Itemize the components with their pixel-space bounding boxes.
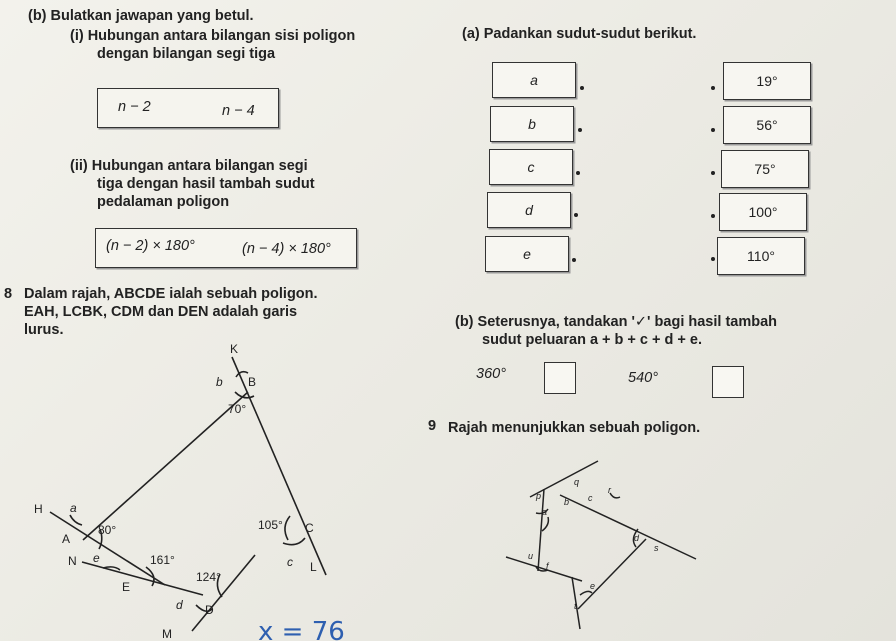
match-left-e[interactable]: e — [485, 236, 569, 272]
match-left-c[interactable]: c — [489, 149, 573, 185]
q9-number: 9 — [428, 418, 437, 434]
label-angle-A: 80° — [98, 523, 117, 537]
polygon-abcde-diagram — [0, 335, 400, 641]
q7b-ii-line1: (ii) Hubungan antara bilangan segi — [70, 158, 308, 174]
label-N: N — [68, 554, 77, 568]
q7b-header: (b) Bulatkan jawapan yang betul. — [28, 8, 254, 24]
q9-polygon-diagram — [500, 455, 710, 641]
q8b-text-line1: (b) Seterusnya, tandakan '✓' bagi hasil tambah — [455, 314, 778, 330]
match-dot-right-110[interactable] — [711, 257, 715, 261]
match-right-100[interactable]: 100° — [719, 193, 807, 231]
label-L: L — [310, 560, 317, 574]
q8-text-line1: Dalam rajah, ABCDE ialah sebuah poligon. — [24, 286, 318, 302]
match-dot-right-19[interactable] — [711, 86, 715, 90]
q9-label-t: t — [574, 601, 577, 611]
match-dot-right-56[interactable] — [711, 128, 715, 132]
q9-label-q: q — [574, 477, 580, 487]
label-B: B — [248, 375, 257, 389]
match-dot-right-75[interactable] — [711, 171, 715, 175]
q9-label-d: d — [634, 533, 640, 543]
label-c: c — [287, 555, 293, 569]
label-angle-C: 105° — [258, 518, 283, 532]
label-H: H — [34, 502, 43, 516]
match-right-19[interactable]: 19° — [723, 62, 811, 100]
q9-label-b: b — [564, 497, 570, 507]
q7b-ii-option-2[interactable]: (n − 4) × 180° — [242, 241, 331, 257]
q7b-i-line2: dengan bilangan segi tiga — [97, 46, 276, 62]
label-angle-D: 124° — [196, 570, 221, 584]
q8b-checkbox-540[interactable] — [712, 366, 744, 398]
label-d: d — [176, 598, 183, 612]
q9-text: Rajah menunjukkan sebuah poligon. — [448, 420, 701, 436]
label-D: D — [205, 603, 214, 617]
q8-text-line3: lurus. — [24, 322, 64, 338]
q9-label-c: c — [588, 493, 593, 503]
q9-label-r: r — [608, 485, 611, 495]
match-left-a[interactable]: a — [492, 62, 576, 98]
match-dot-left-d[interactable] — [574, 213, 578, 217]
label-E: E — [122, 580, 131, 594]
q8b-checkbox-360[interactable] — [544, 362, 576, 394]
match-right-110[interactable]: 110° — [717, 237, 805, 275]
label-angle-E: 161° — [150, 553, 175, 567]
q8b-option-360: 360° — [476, 366, 506, 382]
label-e: e — [93, 551, 100, 565]
label-b: b — [216, 375, 223, 389]
label-angle-B: 70° — [228, 402, 247, 416]
match-dot-left-b[interactable] — [578, 128, 582, 132]
label-C: C — [305, 521, 314, 535]
label-a: a — [70, 501, 77, 515]
q8-text-line2: EAH, LCBK, CDM dan DEN adalah garis — [24, 304, 298, 320]
q9-label-f: f — [546, 561, 549, 571]
match-left-d[interactable]: d — [487, 192, 571, 228]
match-right-75[interactable]: 75° — [721, 150, 809, 188]
q9-label-u: u — [528, 551, 534, 561]
q7b-i-option-1[interactable]: n − 2 — [118, 99, 151, 115]
q7b-ii-option-1[interactable]: (n − 2) × 180° — [106, 238, 195, 254]
q9-label-a: a — [542, 507, 548, 517]
match-dot-right-100[interactable] — [711, 214, 715, 218]
q8a-header: (a) Padankan sudut-sudut berikut. — [462, 26, 697, 42]
q9-label-s: s — [654, 543, 659, 553]
q8b-option-540: 540° — [628, 370, 658, 386]
q9-label-e: e — [590, 581, 596, 591]
q7b-ii-line3: pedalaman poligon — [97, 194, 230, 210]
q7b-i-option-2[interactable]: n − 4 — [222, 103, 255, 119]
q8b-text-line2: sudut peluaran a + b + c + d + e. — [482, 332, 702, 348]
q7b-ii-answer-box — [95, 228, 357, 268]
q7b-ii-line2: tiga dengan hasil tambah sudut — [97, 176, 315, 192]
handwritten-answer: x = 76 — [258, 617, 345, 641]
match-dot-left-c[interactable] — [576, 171, 580, 175]
q9-label-p: p — [536, 491, 542, 501]
q7b-i-answer-box — [97, 88, 279, 128]
label-A: A — [62, 532, 71, 546]
match-dot-left-a[interactable] — [580, 86, 584, 90]
label-K: K — [230, 342, 239, 356]
match-left-b[interactable]: b — [490, 106, 574, 142]
q7b-i-line1: (i) Hubungan antara bilangan sisi poligon — [70, 28, 356, 44]
match-right-56[interactable]: 56° — [723, 106, 811, 144]
label-M: M — [162, 627, 172, 641]
match-dot-left-e[interactable] — [572, 258, 576, 262]
q8-number: 8 — [4, 286, 13, 302]
